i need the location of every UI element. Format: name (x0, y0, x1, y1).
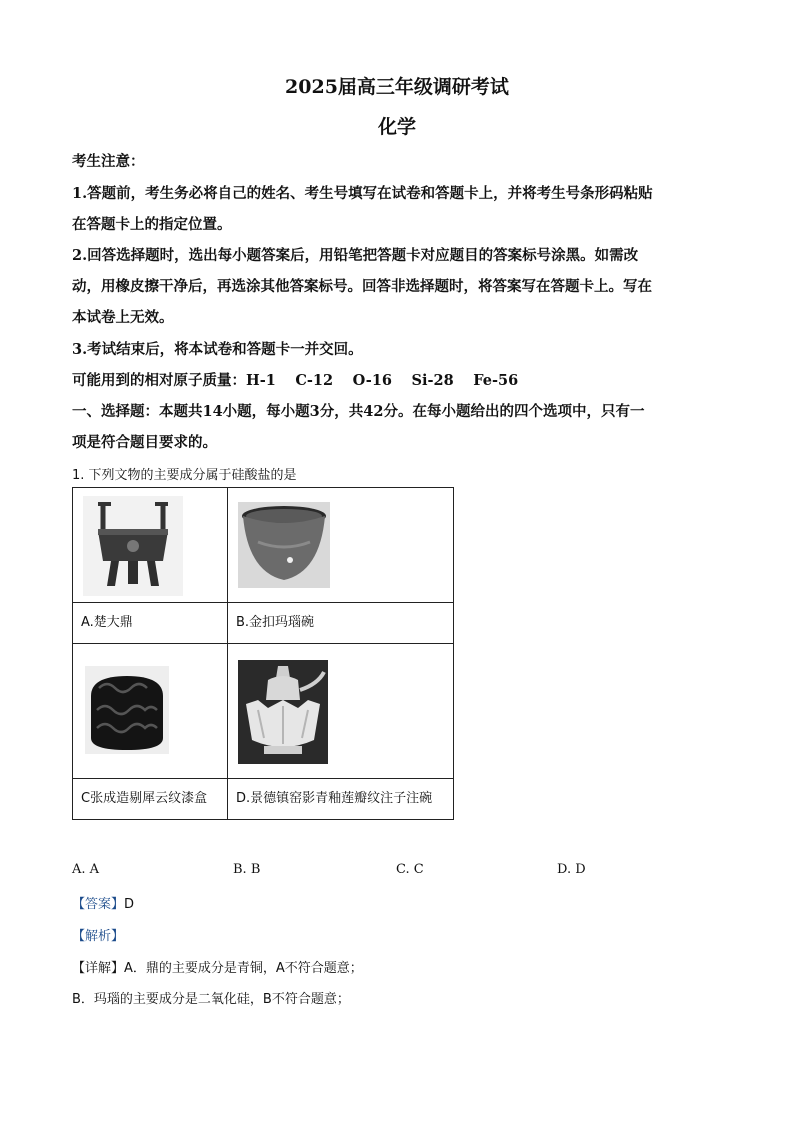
cell-b-image (228, 488, 454, 603)
answer-tag: 【答案】 (72, 897, 125, 912)
notice-heading: 考生注意： (72, 153, 145, 170)
notice-item-1-line-2: 在答题卡上的指定位置。 (72, 216, 232, 233)
notice-item-2-line-2: 动，用橡皮擦干净后，再选涂其他答案标号。回答非选择题时，将答案写在答题卡上。写在 (72, 278, 652, 295)
agate-bowl-image (238, 502, 330, 588)
question-1-table (72, 487, 454, 820)
bronze-ding-image (83, 496, 183, 596)
question-1-stem: 1. 下列文物的主要成分属于硅酸盐的是 (72, 468, 297, 483)
lacquer-box-image (85, 666, 169, 754)
cell-c-image (73, 644, 228, 779)
detail-tag: 【详解】 (72, 961, 125, 976)
cell-c-label: C张成造剔犀云纹漆盒 (73, 779, 228, 820)
cell-a-label: A.楚大鼎 (73, 603, 228, 644)
notice-item-2-line-1: 2.回答选择题时，选出每小题答案后，用铅笔把答题卡对应题目的答案标号涂黑。如需改 (72, 247, 639, 264)
atomic-masses: 可能用到的相对原子质量：H-1 C-12 O-16 Si-28 Fe-56 (72, 372, 519, 389)
section-heading-line-1: 一、选择题：本题共14小题，每小题3分，共42分。在每小题给出的四个选项中，只有一 (72, 403, 645, 420)
notice-item-3: 3.考试结束后，将本试卷和答题卡一并交回。 (72, 341, 363, 358)
cell-d-label: D.景德镇窑影青釉莲瓣纹注子注碗 (228, 779, 454, 820)
section-heading-line-2: 项是符合题目要求的。 (72, 434, 217, 451)
subject-title: 化学 (377, 116, 416, 138)
notice-item-1-line-1: 1.答题前，考生务必将自己的姓名、考生号填写在试卷和答题卡上，并将考生号条形码粘贴 (72, 185, 653, 202)
porcelain-ewer-image (238, 660, 328, 764)
answer-value: D (124, 897, 135, 912)
cell-b-label: B.金扣玛瑙碗 (228, 603, 454, 644)
page-title: 2025届高三年级调研考试 (285, 76, 509, 98)
option-c: C. C (396, 862, 424, 877)
option-a: A. A (72, 862, 100, 877)
notice-item-2-line-3: 本试卷上无效。 (72, 309, 174, 326)
analysis-tag: 【解析】 (72, 929, 125, 944)
detail-line-b: B．玛瑙的主要成分是二氧化硅，B不符合题意； (72, 992, 350, 1007)
answer-line (72, 893, 134, 912)
cell-a-image (73, 488, 228, 603)
option-d: D. D (557, 862, 586, 877)
detail-a-text: A．鼎的主要成分是青铜，A不符合题意； (124, 961, 363, 976)
cell-d-image (228, 644, 454, 779)
option-b: B. B (233, 862, 261, 877)
detail-line-a (72, 957, 363, 976)
